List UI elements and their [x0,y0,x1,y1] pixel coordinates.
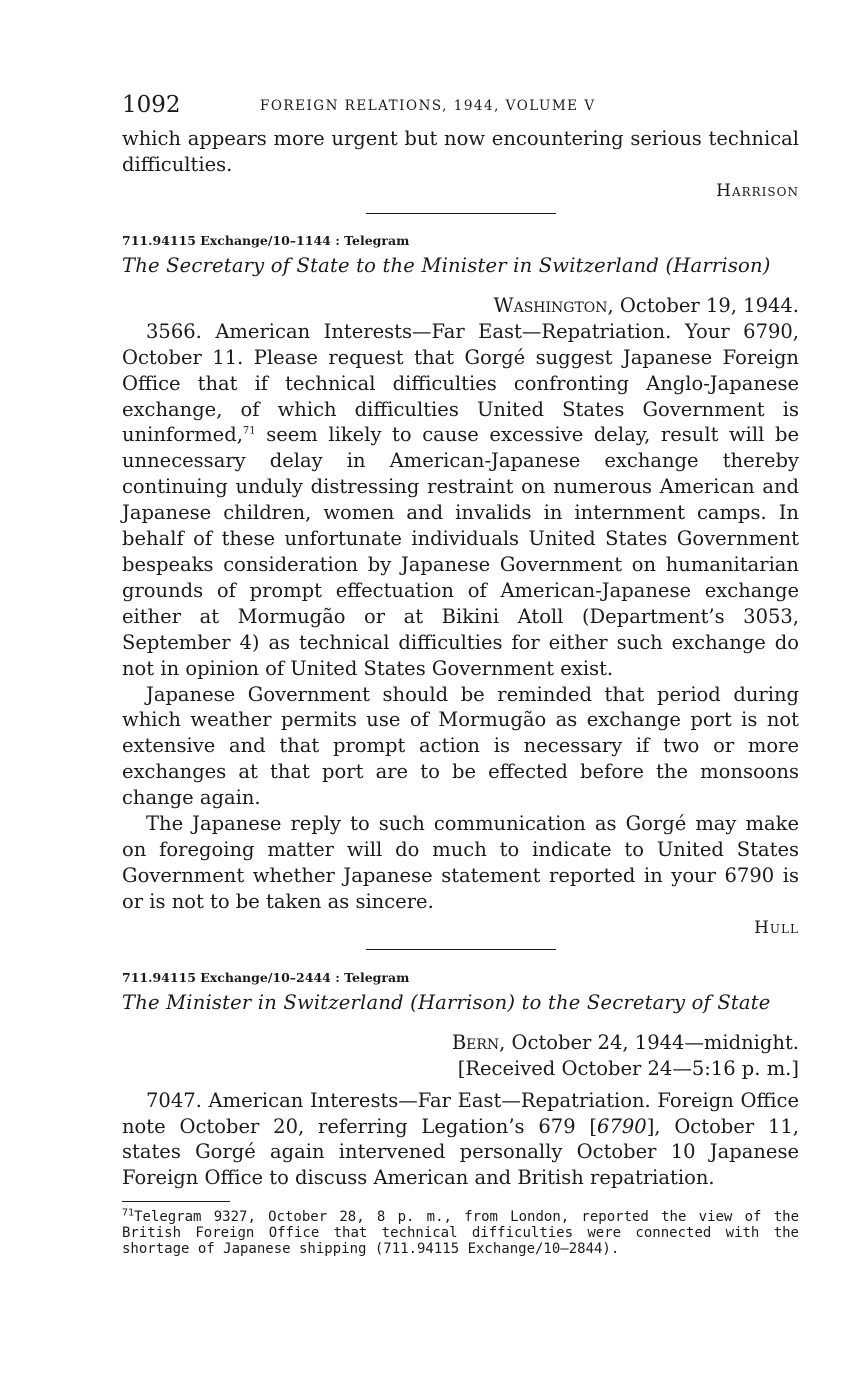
dateline [122,293,799,319]
running-header [122,92,799,126]
dateline-date: , October 24, 1944—midnight. [499,1030,799,1054]
signature-harrison: Harrison [716,180,799,201]
document-title: The Minister in Switzerland (Harrison) to the Secretary of State [122,990,771,1014]
document-title: The Secretary of State to the Minister in Switzerland (Harrison) [122,253,771,277]
section-divider [366,213,556,214]
received-line: [Received October 24—5:16 p. m.] [457,1056,799,1080]
footnote-reference: 71 [242,425,256,437]
section-divider [366,949,556,950]
paragraph-text: 3566. American Interests—Far East—Repatriation. Your 6790, October 11. Please request that Gorgé suggest Japanese Foreign Office that if technical difficulties confronting Anglo-Japanese exchange, of which difficulties United States Government is uninformed, [122,319,799,447]
document-page [122,92,799,1257]
telegram-paragraph: Japanese Government should be reminded that period during which weather permits use of Mormugão as exchange port is not extensive and that prompt action is necessary if two or more exchanges at that port are to be effected before the monsoons change again. [122,682,799,810]
continuation-text: which appears more urgent but now encountering serious technical difficulties. [122,127,799,176]
page-number: 1092 [122,92,181,118]
dateline [122,1030,799,1056]
footnote-text: Telegram 9327, October 28, 8 p. m., from London, reported the view of the British Foreign Office that technical difficulties were connected with the shortage of Japanese shipping (711.94115 Exchange/10–2844). [122,1209,799,1258]
paragraph-italic: 6790 [597,1114,647,1138]
footnote-divider [122,1201,230,1202]
dateline-date: , October 19, 1944. [607,293,799,317]
running-title: FOREIGN RELATIONS, 1944, VOLUME V [260,98,596,114]
paragraph-text: 7047. American Interests—Far East—Repatriation. Foreign Office note October 20, referring Legation’s 679 [ [122,1088,799,1138]
signature-hull: Hull [754,917,799,938]
paragraph-text: ], October 11, states Gorgé again intervened personally October 10 Japanese Foreign Office to discuss American and British repatriation. [122,1114,799,1190]
telegram-paragraph: The Japanese reply to such communication as Gorgé may make on foregoing matter will do much to indicate to United States Government whether Japanese statement reported in your 6790 is or is not to be taken as sincere. [122,812,799,913]
dateline-place: Washington [493,293,608,317]
file-reference: 711.94115 Exchange/10–1144 : Telegram [122,232,410,248]
file-reference: 711.94115 Exchange/10–2444 : Telegram [122,969,410,985]
paragraph-text: seem likely to cause excessive delay, result will be unnecessary delay in American-Japanese exchange thereby continuing unduly distressing restraint on numerous American and Japanese children, women and invalids in internment camps. In behalf of these unfortunate individuals United States Government bespeaks consideration by Japanese Government on humanitarian grounds of prompt effectuation of American-Japanese exchange either at Mormugão or at Bikini Atoll (Department’s 3053, September 4) as technical difficulties for either such exchange do not in opinion of United States Government exist. [122,423,799,680]
dateline-place: Bern [451,1030,500,1054]
footnote-mark: 71 [122,1207,135,1219]
telegram-paragraph [122,319,799,682]
telegram-paragraph [122,1088,799,1192]
footnote [122,1209,799,1257]
